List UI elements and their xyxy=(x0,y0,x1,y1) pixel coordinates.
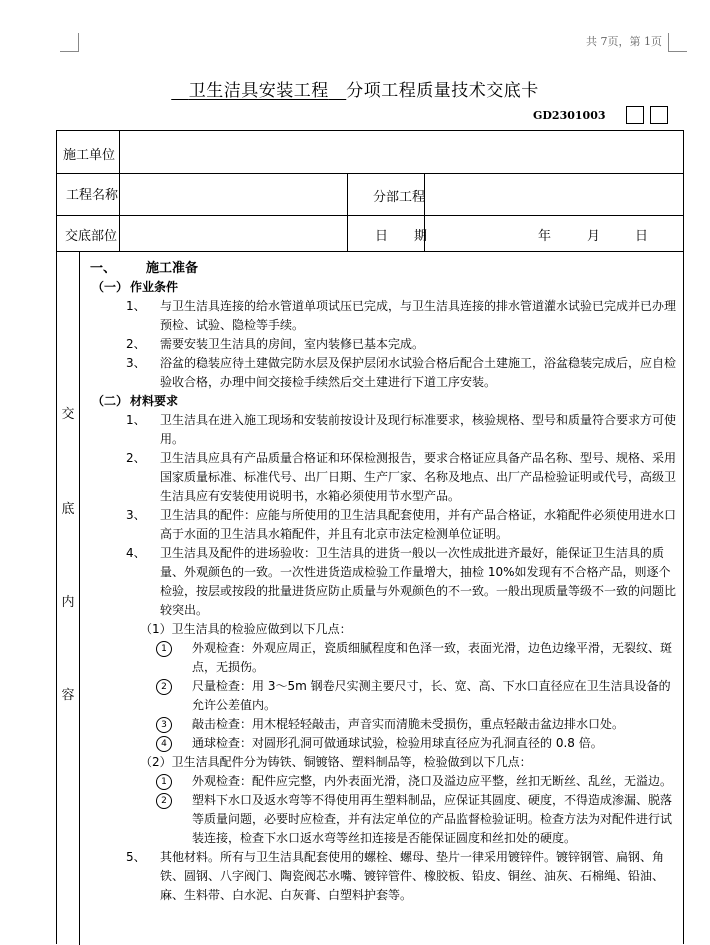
side-label-char: 容 xyxy=(61,688,75,703)
title-suffix: 分项工程质量技术交底卡 xyxy=(346,81,539,101)
disclosure-content xyxy=(82,259,682,905)
sub-project-label: 分部工程 xyxy=(373,190,426,205)
month-label: 月 xyxy=(587,229,601,244)
list-item: 1 外观检查：外观应周正，瓷质细腻程度和色泽一致，表面光滑，边色边缘平滑，无裂纹、斑点，无损伤。 xyxy=(82,639,682,677)
side-label-char: 内 xyxy=(61,595,75,610)
code-checkbox-1 xyxy=(626,106,644,124)
project-name-label: 工程名称 xyxy=(66,188,119,203)
day-label: 日 xyxy=(635,229,649,244)
year-label: 年 xyxy=(538,229,552,244)
subsection-heading: （一） 作业条件 xyxy=(92,280,179,294)
side-column-divider xyxy=(79,251,80,945)
list-item: 2、 卫生洁具应具有产品质量合格证和环保检测报告，要求合格证应具备产品名称、型号、规格、采用国家质量标准、标准代号、出厂日期、生产厂家、名称及地点、出厂产品检验证明或代号，高级卫生洁具应有安装使用说明书，水箱必须使用节水型产品。 xyxy=(126,451,677,503)
column-divider xyxy=(119,131,120,251)
check-heading: （1）卫生洁具的检验应做到以下几点： xyxy=(140,622,352,636)
document-code: GD2301003 xyxy=(533,108,606,122)
list-item: 4、 卫生洁具及配件的进场验收：卫生洁具的进货一般以一次性成批进齐最好，能保证卫生洁具的质量、外观颜色的一致。一次性进货造成检验工作量增大，抽检 10%如发现有不合格产品，则逐个检验，按层或按段的批量进货应防止质量与外观颜色的不一致。一般出现质量等级不一致的问题比较突出。 xyxy=(126,546,677,617)
code-checkbox-2 xyxy=(650,106,668,124)
list-item: 2 塑料下水口及返水弯等不得使用再生塑料制品，应保证其圆度、硬度，不得造成渗漏、脱落等质量问题，必要时应检查，并有法定单位的产品监督检验证明。检查方法为对配件进行试装连接，检查下水口返水弯等丝扣连接是否能保证圆度和丝扣处的硬度。 xyxy=(82,791,682,848)
list-item: 5、 其他材料。所有与卫生洁具配套使用的螺栓、螺母、垫片一律采用镀锌件。镀锌钢管、扁钢、角铁、圆钢、八字阀门、陶瓷阀芯水嘴、镀锌管件、橡胶板、铅皮、铜丝、油灰、石棉绳、铅油、麻、生料带、白水泥、白灰膏、白塑料护套等。 xyxy=(126,850,665,902)
side-label-char: 底 xyxy=(61,502,75,517)
list-item: 2、 需要安装卫生洁具的房间，室内装修已基本完成。 xyxy=(126,337,425,351)
disclosure-part-label: 交底部位 xyxy=(65,229,118,244)
row-divider xyxy=(57,173,683,174)
section-heading: 一、 施工准备 xyxy=(90,261,199,276)
list-item: 3 敲击检查：用木棍轻轻敲击，声音实而清脆未受损伤，重点轻敲击盆边排水口处。 xyxy=(82,715,682,734)
side-label-char: 交 xyxy=(61,407,75,422)
row-divider xyxy=(57,215,683,216)
list-item: 4 通球检查：对圆形孔洞可做通球试验，检验用球直径应为孔洞直径的 0.8 倍。 xyxy=(82,734,682,753)
date-label: 日 期 xyxy=(375,229,428,244)
column-divider xyxy=(347,173,348,251)
list-item: 3、 浴盆的稳装应待土建做完防水层及保护层闭水试验合格后配合土建施工，浴盆稳装完成后，应自检验收合格，办理中间交接检手续然后交土建进行下道工序安装。 xyxy=(126,356,677,389)
list-item: 1、 与卫生洁具连接的给水管道单项试压已完成，与卫生洁具连接的排水管道灌水试验已完成并已办理预检、试验、隐检等手续。 xyxy=(126,299,677,332)
crop-mark-right xyxy=(668,33,687,52)
construction-unit-label: 施工单位 xyxy=(63,148,116,163)
document-code-row xyxy=(533,106,668,124)
row-divider xyxy=(57,251,683,252)
list-item: 1、 卫生洁具在进入施工现场和安装前按设计及现行标准要求，核验规格、型号和质量符合要求方可使用。 xyxy=(126,413,677,446)
list-item: 1 外观检查：配件应完整，内外表面光滑，浇口及溢边应平整，丝扣无断丝、乱丝，无溢边。 xyxy=(82,772,682,791)
list-item: 3、 卫生洁具的配件：应能与所使用的卫生洁具配套使用，并有产品合格证，水箱配件必须使用进水口高于水面的卫生洁具水箱配件，并且有北京市法定检测单位证明。 xyxy=(126,508,677,541)
list-item: 2 尺量检查：用 3～5m 钢卷尺实测主要尺寸，长、宽、高、下水口直径应在卫生洁具设备的允许公差值内。 xyxy=(82,677,682,715)
title-project-name: 卫生洁具安装工程 xyxy=(188,81,329,101)
document-title xyxy=(0,76,710,101)
crop-mark-left xyxy=(60,33,79,52)
page-info: 共 7页，第 1页 xyxy=(586,35,662,48)
check-heading: （2）卫生洁具配件分为铸铁、铜镀铬、塑料制品等，检验做到以下几点： xyxy=(140,755,532,769)
disclosure-form xyxy=(56,130,684,944)
subsection-heading: （二） 材料要求 xyxy=(92,394,179,408)
